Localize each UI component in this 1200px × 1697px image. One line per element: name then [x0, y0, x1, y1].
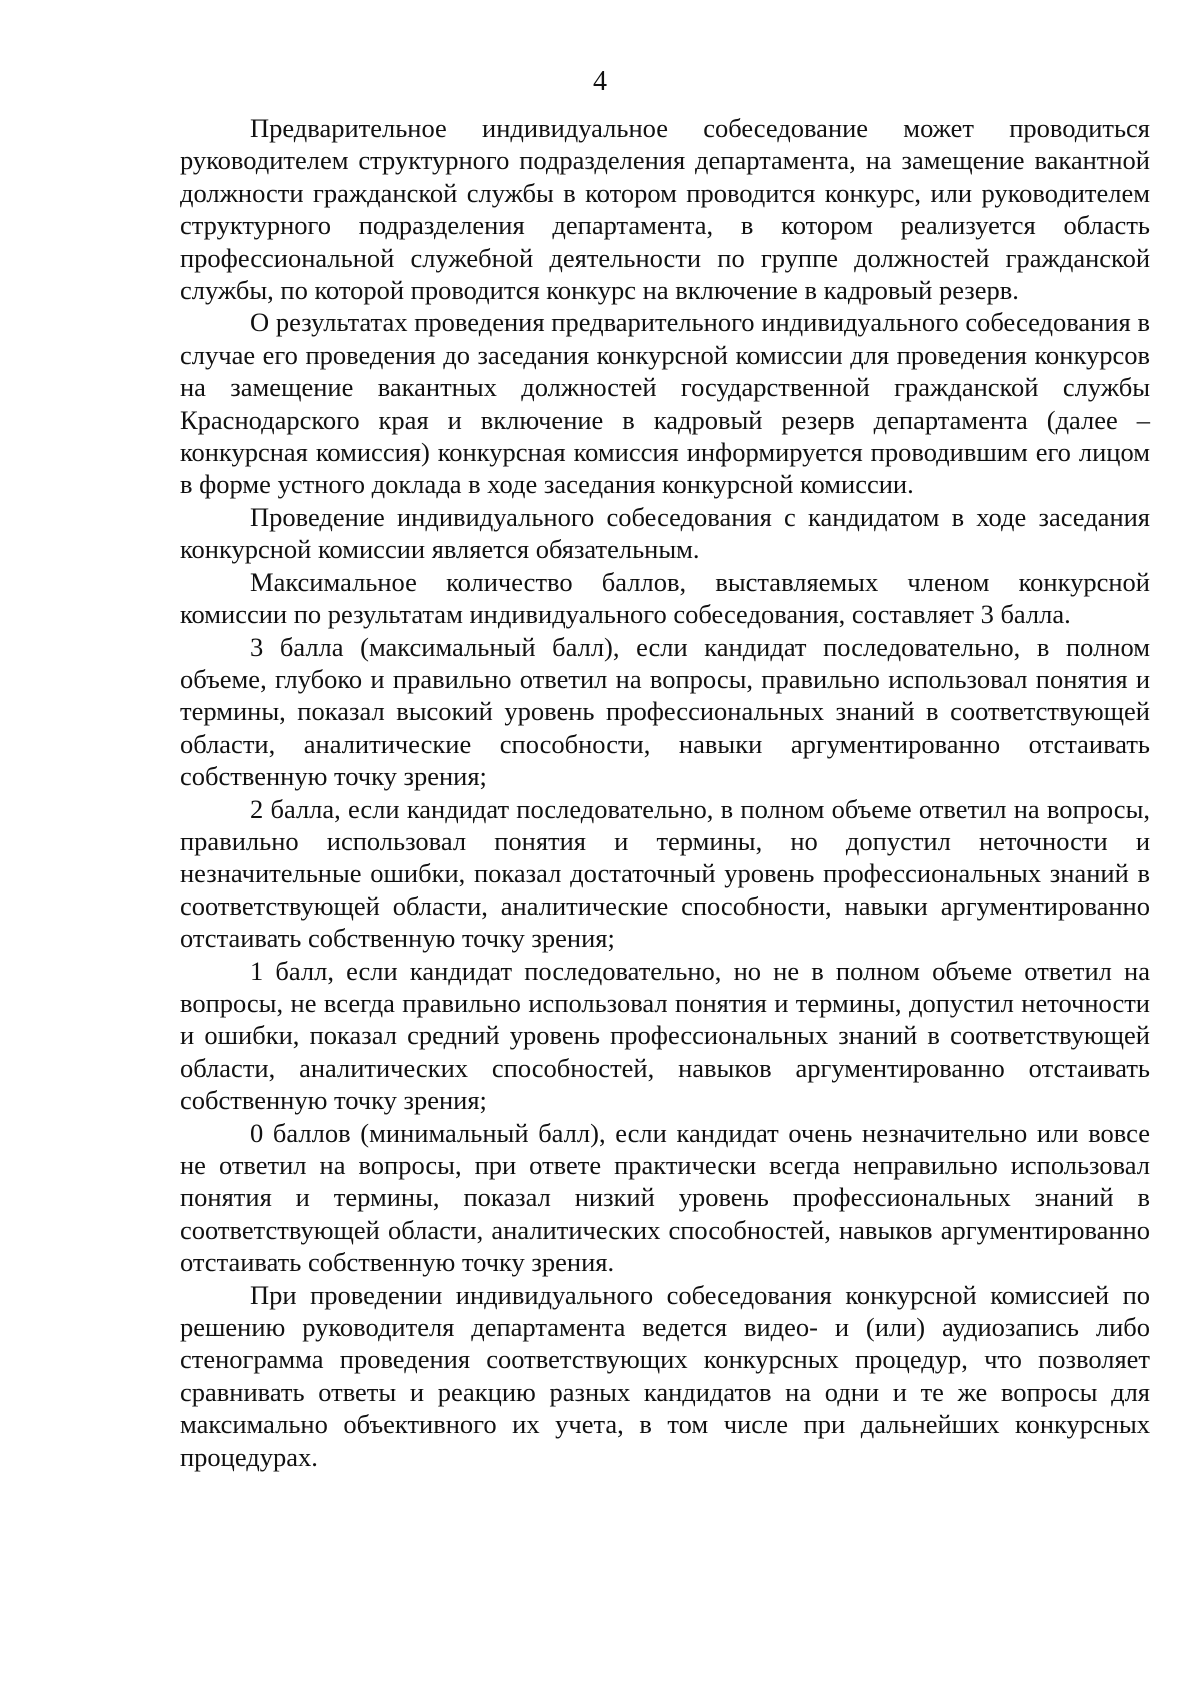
- paragraph-score-1: 1 балл, если кандидат последовательно, но не в полном объеме ответил на вопросы, не всегда правильно использовал понятия и термины, допустил неточности и ошибки, показал средний уровень профессиональных знаний в соответствующей области, аналитических способностей, навыков аргументированно отстаивать собственную точку зрения;: [180, 955, 1150, 1116]
- document-body: [180, 112, 1150, 1473]
- paragraph-preliminary-interview: Предварительное индивидуальное собеседование может проводиться руководителем структурного подразделения департамента, на замещение вакантной должности гражданской службы в котором проводится конкурс, или руководителем структурного подразделения департамента, в котором реализуется область профессиональной служебной деятельности по группе должностей гражданской службы, по которой проводится конкурс на включение в кадровый резерв.: [180, 113, 1150, 306]
- paragraph-score-2: 2 балла, если кандидат последовательно, в полном объеме ответил на вопросы, правильно использовал понятия и термины, но допустил неточности и незначительные ошибки, показал достаточный уровень профессиональных знаний в соответствующей области, аналитические способности, навыки аргументированно отстаивать собственную точку зрения;: [180, 793, 1150, 954]
- paragraph-interview-mandatory: Проведение индивидуального собеседования с кандидатом в ходе заседания конкурсной комиссии является обязательным.: [180, 501, 1150, 565]
- paragraph-recording: При проведении индивидуального собеседования конкурсной комиссией по решению руководителя департамента ведется видео- и (или) аудиозапись либо стенограмма проведения соответствующих конкурсных процедур, что позволяет сравнивать ответы и реакцию разных кандидатов на одни и те же вопросы для максимально объективного их учета, в том числе при дальнейших конкурсных процедурах.: [180, 1279, 1150, 1472]
- paragraph-score-3: 3 балла (максимальный балл), если кандидат последовательно, в полном объеме, глубоко и правильно ответил на вопросы, правильно использовал понятия и термины, показал высокий уровень профессиональных знаний в соответствующей области, аналитические способности, навыки аргументированно отстаивать собственную точку зрения;: [180, 631, 1150, 792]
- page-number: 4: [593, 66, 607, 97]
- paragraph-score-0: 0 баллов (минимальный балл), если кандидат очень незначительно или вовсе не ответил на вопросы, при ответе практически всегда неправильно использовал понятия и термины, показал низкий уровень профессиональных знаний в соответствующей области, аналитических способностей, навыков аргументированно отстаивать собственную точку зрения.: [180, 1117, 1150, 1278]
- paragraph-interview-results: О результатах проведения предварительного индивидуального собеседования в случае его проведения до заседания конкурсной комиссии для проведения конкурсов на замещение вакантных должностей государственной гражданской службы Краснодарского края и включение в кадровый резерв департамента (далее – конкурсная комиссия) конкурсная комиссия информируется проводившим его лицом в форме устного доклада в ходе заседания конкурсной комиссии.: [180, 307, 1150, 500]
- paragraph-max-score: Максимальное количество баллов, выставляемых членом конкурсной комиссии по результатам индивидуального собеседования, составляет 3 балла.: [180, 566, 1150, 630]
